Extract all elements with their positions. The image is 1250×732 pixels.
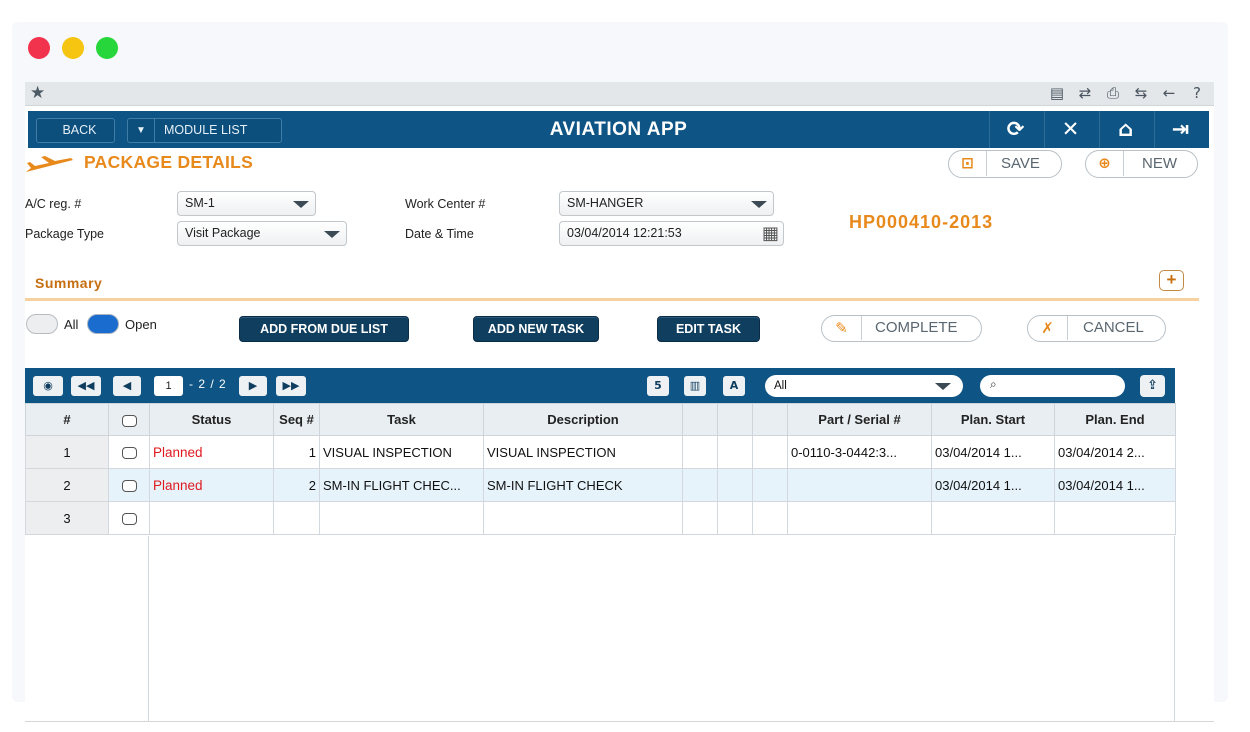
- home-icon[interactable]: ⌂: [1099, 111, 1151, 148]
- grid-search-input[interactable]: [980, 375, 1125, 397]
- part-serial-cell: 0-0110-3-0442:3...: [788, 436, 932, 469]
- save-label: SAVE: [1001, 155, 1040, 172]
- row-number: 2: [26, 469, 109, 502]
- package-code: HP000410-2013: [849, 212, 994, 232]
- close-icon[interactable]: ✕: [1044, 111, 1096, 148]
- pdf-export-icon[interactable]: A: [723, 376, 745, 396]
- notes-icon[interactable]: ▤: [1049, 84, 1065, 102]
- favorite-star-icon[interactable]: ★: [30, 83, 46, 103]
- description-cell: VISUAL INSPECTION: [484, 436, 683, 469]
- complete-button[interactable]: [821, 315, 982, 342]
- task-cell: [320, 502, 484, 535]
- save-button[interactable]: [948, 150, 1062, 178]
- part-serial-cell: [788, 502, 932, 535]
- filter-all-radio[interactable]: [26, 314, 58, 334]
- description-cell: [484, 502, 683, 535]
- blank-cell: [718, 469, 753, 502]
- search-icon: ⌕: [990, 377, 997, 391]
- status-cell: [150, 469, 274, 502]
- row-checkbox[interactable]: [122, 480, 137, 492]
- grid-filter-value: All: [774, 380, 787, 392]
- cancel-icon: ✗: [1028, 316, 1068, 340]
- chart-icon[interactable]: ▥: [684, 376, 706, 396]
- col-header-blank: [753, 404, 788, 436]
- table-header-row: [26, 404, 1176, 436]
- complete-label: COMPLETE: [875, 319, 958, 336]
- page-info: - 2 / 2: [189, 377, 227, 391]
- plan-end-cell: [1055, 502, 1176, 535]
- plan-start-cell: [932, 502, 1055, 535]
- lock-save-icon: ⊡: [949, 151, 987, 176]
- chevron-down-icon: ▼: [128, 119, 155, 142]
- table-row[interactable]: [26, 469, 1176, 502]
- ac-reg-label: A/C reg. #: [25, 197, 82, 211]
- grid-line: [148, 536, 149, 722]
- add-from-due-list-button[interactable]: ADD FROM DUE LIST: [239, 316, 409, 342]
- share-export-icon[interactable]: ⇪: [1140, 375, 1165, 397]
- task-table: [25, 403, 1176, 535]
- select-all-checkbox[interactable]: [122, 415, 137, 427]
- col-header-plan-end[interactable]: Plan. End: [1055, 404, 1176, 436]
- aviation-app: [25, 82, 1214, 722]
- shuffle-icon[interactable]: ⇄: [1078, 84, 1092, 102]
- ac-reg-select[interactable]: [177, 191, 316, 216]
- col-header-number[interactable]: #: [26, 404, 109, 436]
- status-text: Planned: [153, 477, 203, 493]
- grid-filter-select[interactable]: [765, 375, 963, 397]
- part-serial-cell: [788, 469, 932, 502]
- last-page-icon[interactable]: ▶▶: [276, 376, 306, 396]
- top-toolbar: [25, 82, 1214, 106]
- work-center-select[interactable]: [559, 191, 774, 216]
- col-header-plan-start[interactable]: Plan. Start: [932, 404, 1055, 436]
- seq-cell: 1: [274, 436, 320, 469]
- new-label: NEW: [1142, 155, 1177, 172]
- status-cell: [150, 436, 274, 469]
- row-number: 3: [26, 502, 109, 535]
- col-header-part-serial[interactable]: Part / Serial #: [788, 404, 932, 436]
- plan-end-cell: 03/04/2014 1...: [1055, 469, 1176, 502]
- arrow-left-icon[interactable]: ←: [1162, 84, 1176, 102]
- minimize-window-dot[interactable]: [62, 37, 84, 59]
- cancel-label: CANCEL: [1083, 319, 1144, 336]
- blank-cell: [718, 436, 753, 469]
- dropdown-arrow-icon: [324, 231, 340, 238]
- filter-open-radio[interactable]: [87, 314, 119, 334]
- repeat-icon[interactable]: ⇆: [1134, 84, 1148, 102]
- date-time-label: Date & Time: [405, 227, 474, 241]
- summary-title: Summary: [35, 275, 103, 291]
- page-number-input[interactable]: 1: [154, 376, 183, 396]
- filter-open-label: Open: [125, 317, 157, 332]
- package-type-label: Package Type: [25, 227, 104, 241]
- blank-cell: [683, 469, 718, 502]
- blank-cell: [683, 502, 718, 535]
- prev-page-icon[interactable]: ◀: [113, 376, 141, 396]
- module-list-label: MODULE LIST: [164, 123, 248, 137]
- plan-start-cell: 03/04/2014 1...: [932, 469, 1055, 502]
- package-details-title: PACKAGE DETAILS: [84, 152, 254, 172]
- app-title: AVIATION APP: [549, 119, 688, 140]
- refresh-icon[interactable]: ⟳: [989, 111, 1041, 148]
- work-center-value: SM-HANGER: [567, 196, 644, 210]
- help-icon[interactable]: ?: [1193, 84, 1201, 102]
- dropdown-arrow-icon: [293, 201, 309, 208]
- table-row[interactable]: [26, 502, 1176, 535]
- status-text: Planned: [153, 444, 203, 460]
- new-button[interactable]: [1085, 150, 1198, 178]
- col-header-description[interactable]: Description: [484, 404, 683, 436]
- col-header-seq[interactable]: Seq #: [274, 404, 320, 436]
- filter-all-label: All: [64, 317, 79, 332]
- table-empty-area: [25, 536, 1175, 722]
- module-list-button[interactable]: [127, 118, 282, 143]
- row-checkbox[interactable]: [122, 513, 137, 525]
- package-bar: [25, 148, 1199, 180]
- task-cell: SM-IN FLIGHT CHEC...: [320, 469, 484, 502]
- package-type-value: Visit Package: [185, 226, 261, 240]
- blank-cell: [753, 436, 788, 469]
- dropdown-arrow-icon: [935, 383, 951, 390]
- plan-start-cell: 03/04/2014 1...: [932, 436, 1055, 469]
- row-number: 1: [26, 436, 109, 469]
- plan-end-cell: 03/04/2014 2...: [1055, 436, 1176, 469]
- seq-cell: [274, 502, 320, 535]
- grid-toolbar: [25, 368, 1175, 403]
- package-type-select[interactable]: [177, 221, 347, 246]
- back-button[interactable]: BACK: [36, 118, 115, 143]
- add-new-task-button[interactable]: ADD NEW TASK: [473, 316, 599, 342]
- row-select-cell[interactable]: [109, 502, 150, 535]
- calendar-icon[interactable]: ▦: [761, 223, 779, 244]
- maximize-window-dot[interactable]: [96, 37, 118, 59]
- dropdown-arrow-icon: [751, 201, 767, 208]
- date-time-field[interactable]: [559, 221, 784, 246]
- airplane-icon: [25, 156, 75, 174]
- grid-line: [1174, 536, 1175, 722]
- table-row[interactable]: [26, 436, 1176, 469]
- blank-cell: [753, 469, 788, 502]
- print-icon[interactable]: ⎙: [1106, 84, 1119, 102]
- first-page-icon[interactable]: ◀◀: [71, 376, 101, 396]
- blank-cell: [718, 502, 753, 535]
- window-controls: [28, 37, 118, 59]
- col-header-task[interactable]: Task: [320, 404, 484, 436]
- view-eye-icon[interactable]: ◉: [33, 376, 63, 396]
- status-cell: [150, 502, 274, 535]
- edit-task-button[interactable]: EDIT TASK: [657, 316, 760, 342]
- row-select-cell[interactable]: [109, 469, 150, 502]
- cancel-button[interactable]: [1027, 315, 1166, 342]
- col-header-blank: [718, 404, 753, 436]
- description-cell: SM-IN FLIGHT CHECK: [484, 469, 683, 502]
- seq-cell: 2: [274, 469, 320, 502]
- add-document-icon: ⊕: [1086, 151, 1124, 176]
- next-page-icon[interactable]: ▶: [239, 376, 267, 396]
- complete-icon: ✎: [822, 316, 862, 340]
- row-checkbox[interactable]: [122, 447, 137, 459]
- work-center-label: Work Center #: [405, 197, 486, 211]
- col-header-status[interactable]: Status: [150, 404, 274, 436]
- summary-divider: [25, 298, 1199, 301]
- blank-cell: [683, 436, 718, 469]
- task-cell: VISUAL INSPECTION: [320, 436, 484, 469]
- col-header-blank: [683, 404, 718, 436]
- app-header: [28, 111, 1209, 148]
- ac-reg-value: SM-1: [185, 196, 215, 210]
- logout-icon[interactable]: ⇥: [1154, 111, 1206, 148]
- blank-cell: [753, 502, 788, 535]
- col-header-select[interactable]: [109, 404, 150, 436]
- date-time-value: 03/04/2014 12:21:53: [567, 226, 682, 240]
- close-window-dot[interactable]: [28, 37, 50, 59]
- html5-export-icon[interactable]: 5: [647, 376, 669, 396]
- expand-summary-plus-icon[interactable]: +: [1159, 270, 1184, 291]
- row-select-cell[interactable]: [109, 436, 150, 469]
